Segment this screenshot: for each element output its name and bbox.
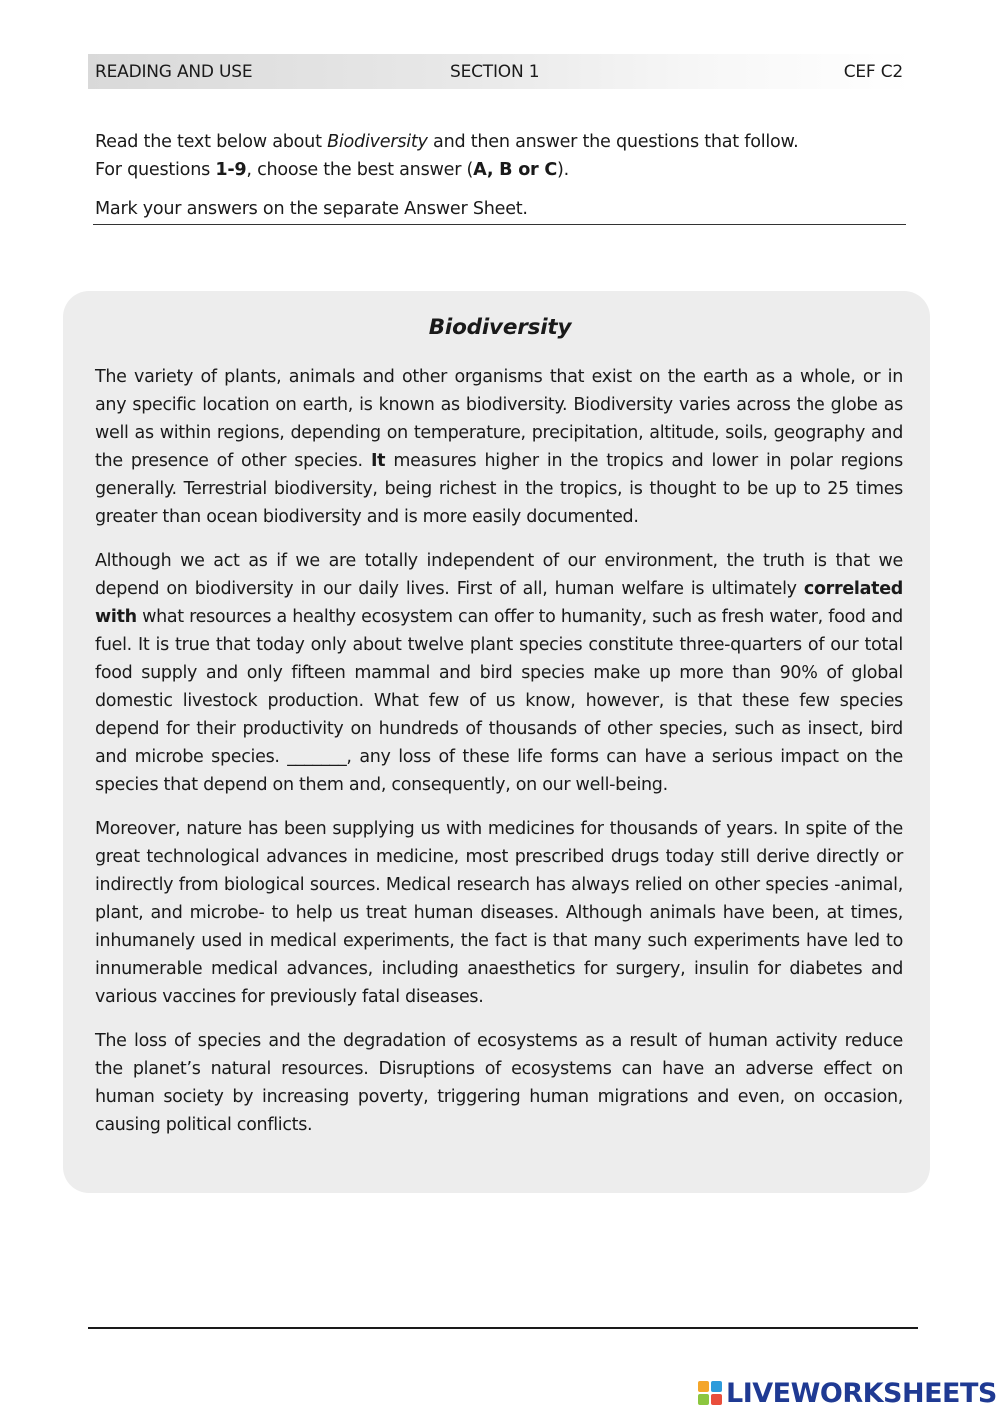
question-range: 1-9: [215, 160, 247, 180]
paragraph-3: Moreover, nature has been supplying us with medicines for thousands of years. In spite of the great technological advances in medicine, most prescribed drugs today still derive directly or indirectly from biological sources. Medical research has always relied on other species -animal, plant, and microbe- to help us treat human diseases. Although animals have been, at times, inhumanely used in medical experiments, the fact is that many such experiments have led to innumerable medical advances, including anaesthetics for surgery, insulin for diabetes and various vaccines for previously fatal diseases.: [95, 819, 903, 1007]
article-title: Biodiversity: [428, 315, 572, 340]
liveworksheets-icon: [698, 1381, 722, 1405]
paragraph-1: The variety of plants, animals and other organisms that exist on the earth as a whole, or in any specific location on earth, is known as biodiversity. Biodiversity varies across the globe as well as within regions, depending on temperature, precipitation, altitude, soils, geography and the presence of other species. It measures higher in the tropics and lower in polar regions generally. Terrestrial biodiversity, being richest in the tropics, is thought to be up to 25 times greater than ocean biodiversity and is more easily documented.: [95, 367, 904, 527]
liveworksheets-logo: [698, 1376, 997, 1410]
paragraph-4: The loss of species and the degradation of ecosystems as a result of human activity reduce the planet’s natural resources. Disruptions of ecosystems can have an adverse effect on human society by increasing poverty, triggering human migrations and even, on occasion, causing political conflicts.: [95, 1031, 903, 1135]
logo-square: [711, 1381, 722, 1392]
highlight-it: It: [370, 451, 386, 471]
logo-square: [698, 1394, 709, 1405]
instruction-topic: Biodiversity: [327, 132, 428, 152]
brand-wordmark: LIVEWORKSHEETS: [726, 1377, 997, 1409]
header-section-label: SECTION 1: [450, 62, 540, 82]
section-header-bar: [88, 54, 912, 89]
answer-options: A, B or C: [473, 160, 557, 180]
instruction-line-2: For questions 1-9, choose the best answer (A, B or C).: [95, 160, 569, 180]
logo-square: [711, 1394, 722, 1405]
instruction-line-1: Read the text below about Biodiversity and then answer the questions that follow.: [95, 132, 799, 152]
footer-divider: [88, 1327, 918, 1329]
instructions: [95, 128, 907, 223]
highlight-correlated-with: correlated with: [95, 579, 903, 627]
paragraph-2: Although we act as if we are totally independent of our environment, the truth is that we depend on biodiversity in our daily lives. First of all, human welfare is ultimately correlated with what resources a healthy ecosystem can offer to humanity, such as fresh water, food and fuel. It is true that today only about twelve plant species constitute three-quarters of our total food supply and only fifteen mammal and bird species make up more than 90% of global domestic livestock production. What few of us know, however, is that these few species depend for their productivity on hundreds of thousands of other species, such as insect, bird and microbe species. _______, any loss of these life forms can have a serious impact on the species that depend on them and, consequently, on our well-being.: [95, 551, 903, 795]
header-level-label: CEF C2: [843, 62, 903, 82]
instruction-line-3: Mark your answers on the separate Answer Sheet.: [95, 199, 528, 219]
logo-square: [698, 1381, 709, 1392]
instructions-divider: [93, 224, 906, 225]
header-reading-label: READING AND USE: [95, 62, 253, 82]
article-body: [95, 363, 903, 1155]
